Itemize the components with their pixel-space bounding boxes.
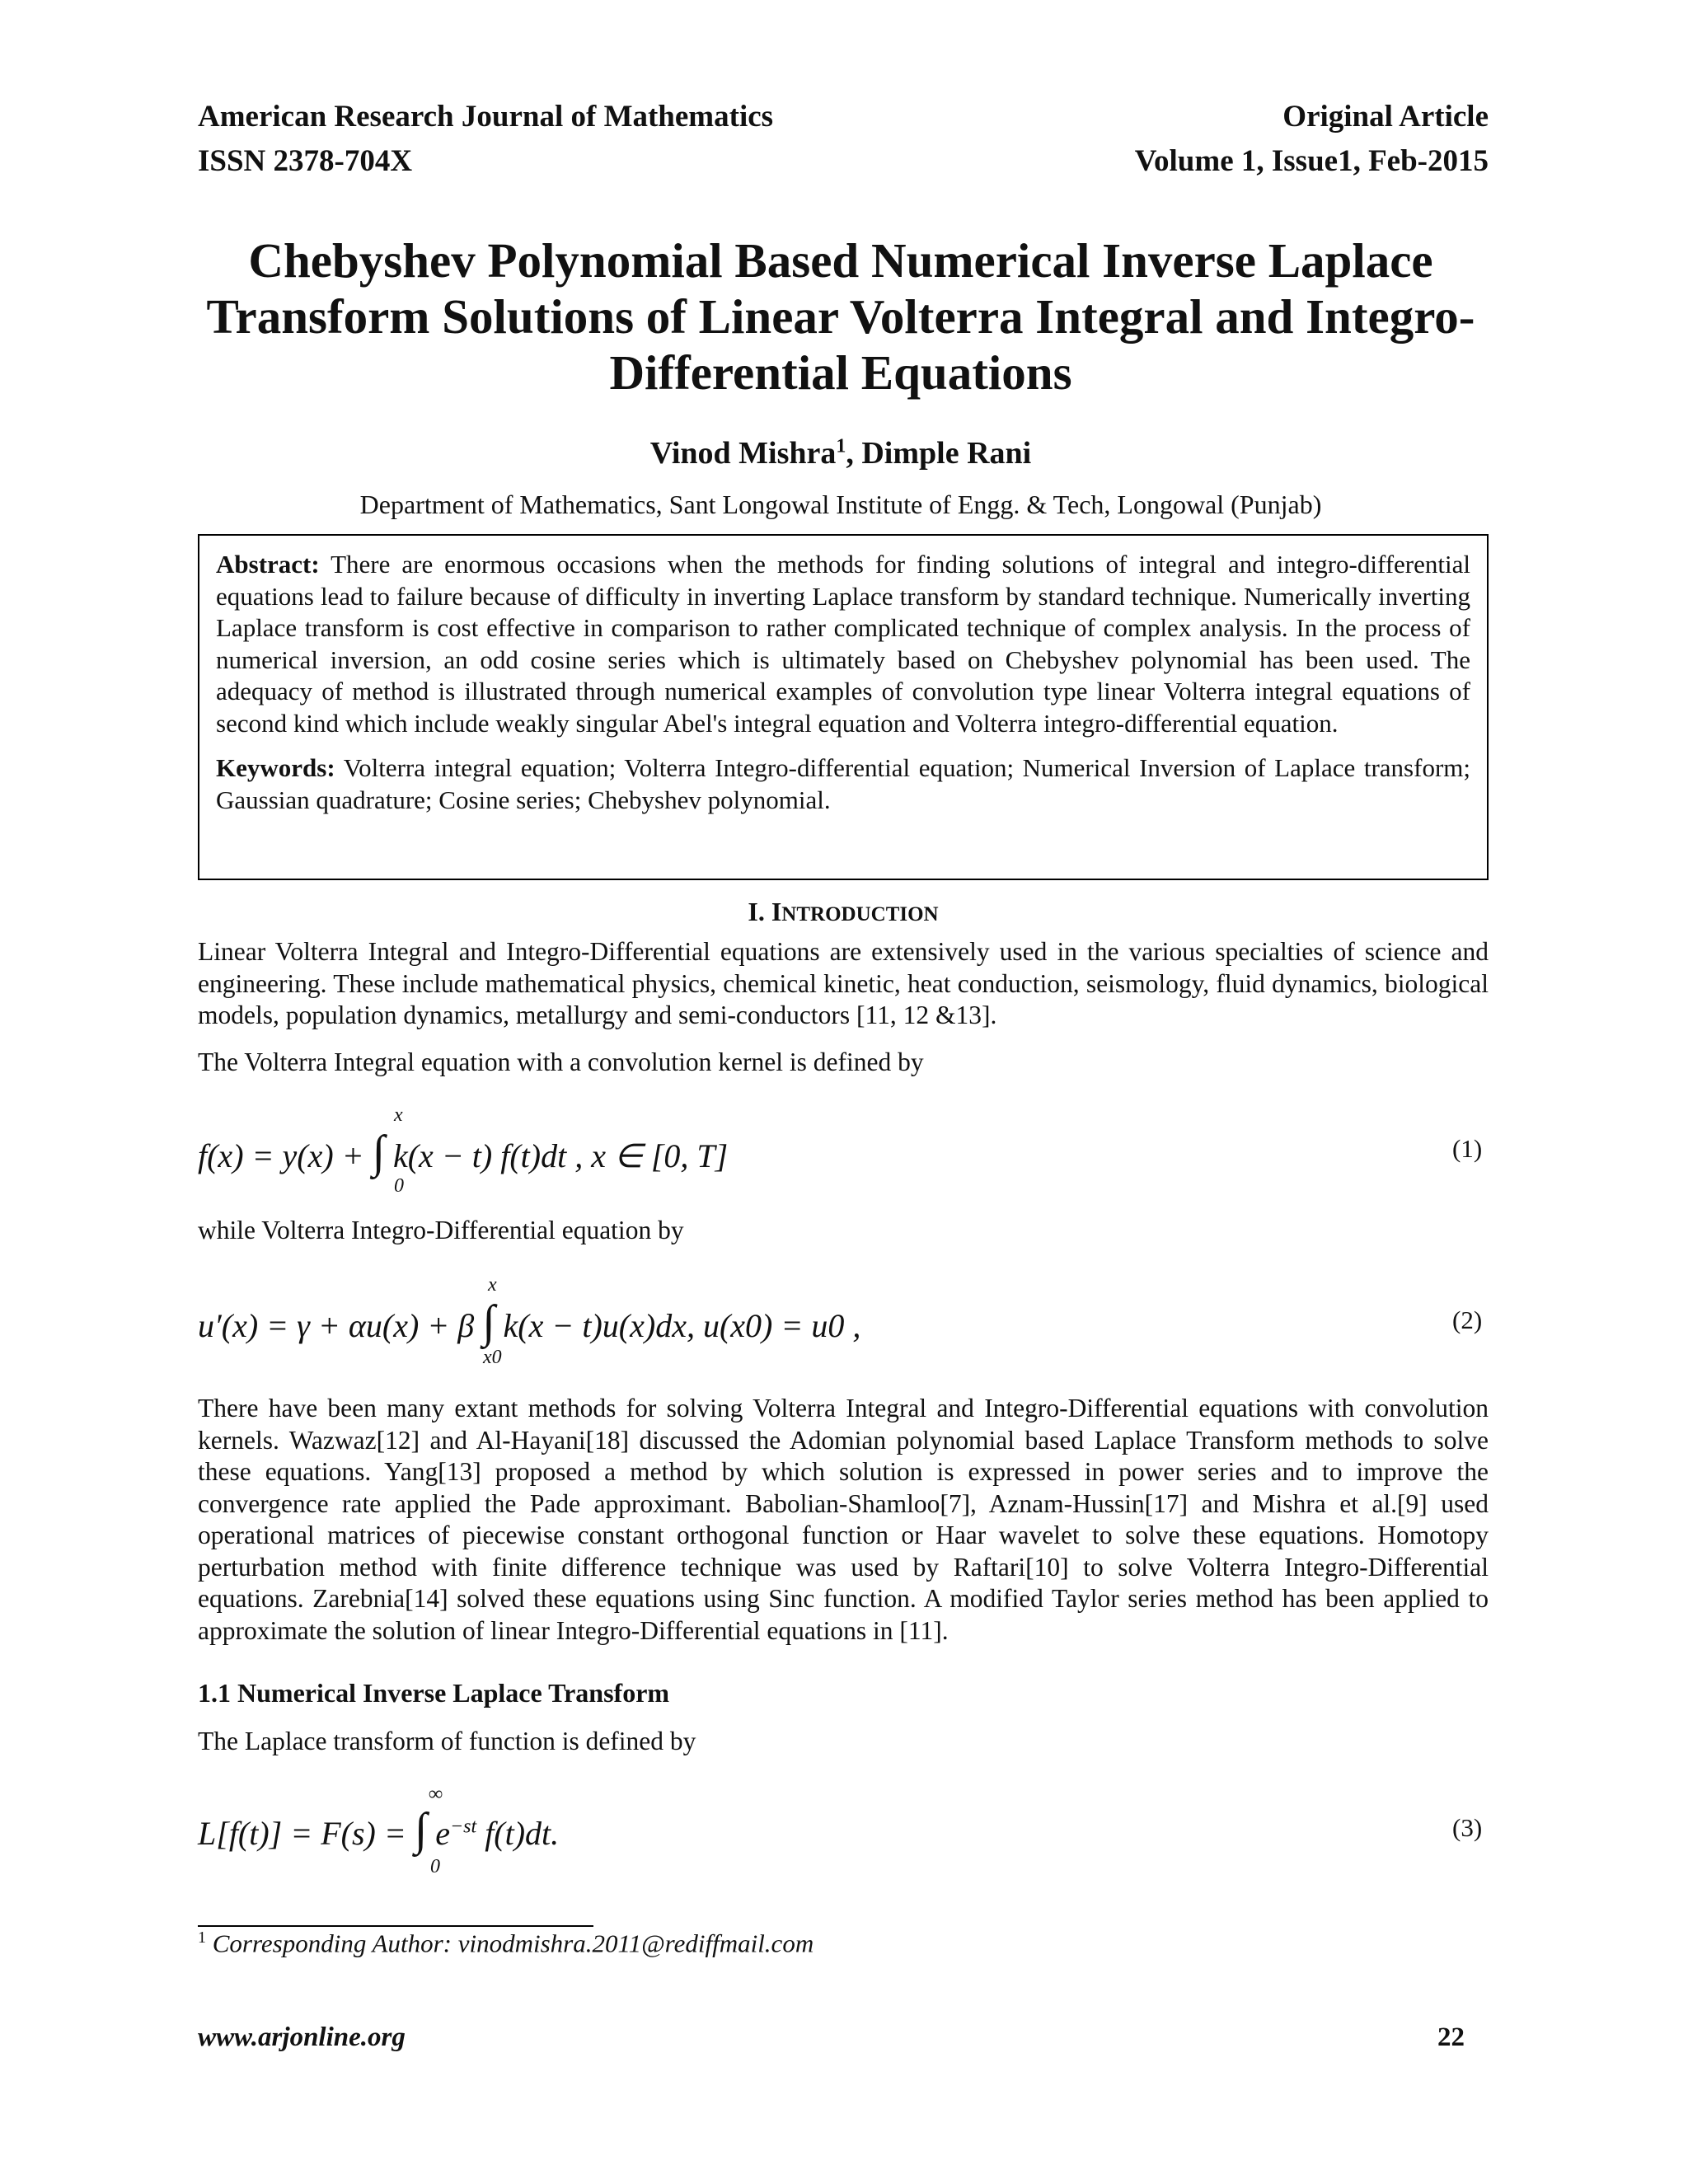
eq2-upper-limit: x [488,1274,497,1296]
author-1: Vinod Mishra [649,436,837,471]
eq3-exponent: −st [449,1816,477,1838]
eq3-integrand-rest: f(t)dt. [485,1815,560,1852]
eq1-integrand: k(x − t) f(t)dt , x ∈ [0, T] [392,1137,729,1174]
abstract-label: Abstract: [216,550,320,579]
abstract-box [198,534,1489,880]
eq1-number: (1) [1452,1134,1483,1163]
section-number: I. I [748,897,782,926]
footnote-marker: 1 [198,1929,206,1947]
author-2: , Dimple Rani [846,436,1032,471]
keywords-label: Keywords: [216,753,335,782]
page-number: 22 [1437,2022,1465,2052]
integral-sign: ∫ [372,1127,385,1178]
section-heading [198,897,1489,927]
eq2-lhs: u′(x) = γ + αu(x) + β [198,1307,475,1344]
intro-paragraph-4: There have been many extant methods for solving Volterra Integral and Integro-Differential equations with convolution kernels. Wazwaz[12] and Al-Hayani[18] discussed the Adomian polynomial based Laplace Transform methods to solve these equations. Yang[13] proposed a method by which solution is expressed in power series and to improve the convergence rate applied the Pade approximant. Babolian-Shamloo[7], Aznam-Hussin[17] and Mishra et al.[9] used operational matrices of piecewise constant orthogonal function or Haar wavelet to solve these equations. Homotopy perturbation method with finite difference technique was used by Raftari[10] to solve Volterra Integro-Differential equations. Zarebnia[14] solved these equations using Sinc function. A modified Taylor series method has been applied to approximate the solution of linear Integro-Differential equations in [11]. [198,1394,1489,1645]
eq2-lower-limit: x0 [483,1347,502,1368]
footnote-text: Corresponding Author: vinodmishra.2011@rediffmail.com [212,1929,814,1958]
equation-3 [198,1803,559,1856]
author-1-marker: 1 [836,435,846,457]
footnote [198,1929,814,1958]
eq3-upper-limit: ∞ [429,1783,443,1805]
intro-paragraph-1: Linear Volterra Integral and Integro-Differential equations are extensively used in the various specialties of science and engineering. These include mathematical physics, chemical kinetic, heat conduction, seismology, fluid dynamics, biological models, population dynamics, metallurgy and semi-conductors [11, 12 &13]. [198,937,1489,1029]
eq3-number: (3) [1452,1813,1483,1842]
section-title: NTRODUCTION [781,903,939,926]
integral-sign: ∫ [482,1296,495,1347]
eq2-integrand: k(x − t)u(x)dx, u(x0) = u0 , [503,1307,861,1344]
affiliation: Department of Mathematics, Sant Longowal Institute of Engg. & Tech, Longowal (Punjab) [359,490,1322,519]
keywords [216,752,1470,816]
abstract-text: There are enormous occasions when the methods for finding solutions of integral and integro-differential equations lead to failure because of difficulty in inverting Laplace transform by standard technique. Numerically inverting Laplace transform is cost effective in comparison to rather complicated technique of complex analysis. In the process of numerical inversion, an odd cosine series which is ultimately based on Chebyshev polynomial has been used. The adequacy of method is illustrated through numerical examples of convolution type linear Volterra integral equations of second kind which include weakly singular Abel's integral equation and Volterra integro-differential equation. [216,550,1470,738]
article-type: Original Article [1282,100,1489,134]
footnote-rule [198,1925,593,1927]
issn: ISSN 2378-704X [198,144,413,178]
volume-issue: Volume 1, Issue1, Feb-2015 [1134,144,1489,178]
eq3-lhs: L[f(t)] = F(s) = [198,1815,406,1852]
eq1-upper-limit: x [394,1104,403,1126]
keywords-text: Volterra integral equation; Volterra Integro-differential equation; Numerical Inversion of Laplace transform; Gaussian quadrature; Cosine series; Chebyshev polynomial. [216,753,1470,814]
subsection-paragraph: The Laplace transform of function is defined by [198,1727,696,1755]
journal-name: American Research Journal of Mathematics [198,100,774,134]
integral-sign: ∫ [414,1804,428,1855]
abstract [216,549,1470,739]
subsection-heading: 1.1 Numerical Inverse Laplace Transform [198,1678,670,1708]
paper-title: Chebyshev Polynomial Based Numerical Inverse Laplace Transform Solutions of Linear Volterra Integral and Integro-Differential Equations [206,233,1475,400]
eq1-lhs: f(x) = y(x) + [198,1137,364,1174]
eq3-lower-limit: 0 [430,1856,440,1877]
intro-paragraph-3: while Volterra Integro-Differential equation by [198,1216,684,1244]
equation-1 [198,1126,728,1179]
intro-paragraph-2: The Volterra Integral equation with a convolution kernel is defined by [198,1047,924,1076]
eq1-lower-limit: 0 [394,1175,404,1197]
footer-website[interactable]: www.arjonline.org [198,2022,406,2052]
equation-2 [198,1296,860,1348]
eq2-number: (2) [1452,1305,1483,1334]
eq3-exp-base: e [435,1815,450,1852]
authors [198,435,1484,471]
